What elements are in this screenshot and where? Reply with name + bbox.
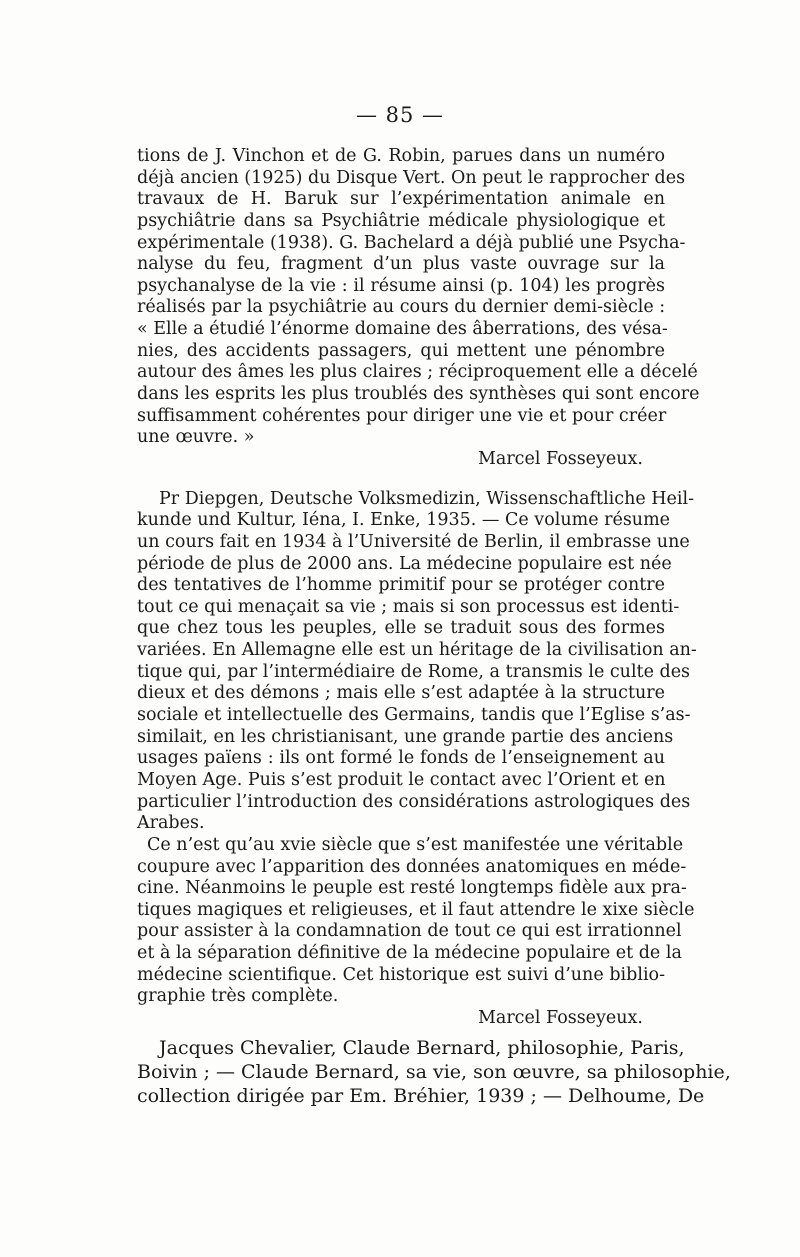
text-line: coupure avec l’apparition des données anatomiques en méde- [137,856,687,877]
text-line: particulier l’introduction des considérations astrologiques des [137,791,691,812]
text-line: Moyen Age. Puis s’est produit le contact avec l’Orient et en [137,769,666,790]
reviewer-signature: Marcel Fosseyeux. [477,448,643,469]
text-line: travaux de H. Baruk sur l’expérimentation animale en [137,189,665,210]
text-line: Ce n’est qu’au xvie siècle que s’est manifestée une véritable [147,834,684,855]
text-line: sociale et intellectuelle des Germains, tandis que l’Eglise s’as- [137,705,691,726]
body-text [137,146,731,1108]
review-diepgen [137,488,697,1030]
text-line: médecine scientifique. Cet historique est suivi d’une biblio- [137,964,665,985]
text-line: un cours fait en 1934 à l’Université de Berlin, il embrasse une [137,531,690,552]
review-vinchon-robin [137,146,700,471]
text-line: cine. Néanmoins le peuple est resté longtemps fidèle aux pra- [137,878,687,899]
text-line: tiques magiques et religieuses, et il faut attendre le xixe siècle [137,899,695,920]
text-line: dieux et des démons ; mais elle s’est adaptée à la structure [137,683,665,704]
text-line: usages païens : ils ont formé le fonds de l’enseignement au [137,748,665,769]
reviewer-signature: Marcel Fosseyeux. [477,1007,643,1028]
text-line: tions de J. Vinchon et de G. Robin, parues dans un numéro [137,146,665,166]
page-number: — 85 — [355,103,445,127]
text-line: expérimentale (1938). G. Bachelard a déjà publié une Psycha- [137,232,686,253]
text-line: pour assister à la condamnation de tout ce qui est irrationnel [137,921,682,942]
text-line: tout ce qui menaçait sa vie ; mais si son processus est identi- [137,596,680,617]
text-line: variées. En Allemagne elle est un héritage de la civilisation an- [137,640,697,661]
text-line: Pr Diepgen, Deutsche Volksmedizin, Wissenschaftliche Heil- [159,488,694,509]
review-chevalier [137,1036,731,1108]
text-line: période de plus de 2000 ans. La médecine populaire est née [137,553,672,574]
text-line: autour des âmes les plus claires ; réciproquement elle a décelé [137,362,698,383]
text-line: dans les esprits les plus troublés des synthèses qui sont encore [137,384,700,405]
text-line: psychiâtrie dans sa Psychiâtrie médicale physiologique et [137,210,665,231]
text-line: nalyse du feu, fragment d’un plus vaste ouvrage sur la [137,254,665,275]
text-line: Arabes. [137,813,205,834]
text-line: graphie très complète. [137,986,339,1007]
text-line: similait, en les christianisant, une grande partie des anciens [137,726,674,747]
text-line: des tentatives de l’homme primitif pour se protéger contre [137,575,665,596]
text-line: collection dirigée par Em. Bréhier, 1939 ; — Delhoume, De [137,1084,705,1107]
text-line: suffisamment cohérentes pour diriger une vie et pour créer [137,405,667,426]
paragraph-gap [137,471,665,489]
text-line: déjà ancien (1925) du Disque Vert. On peut le rapprocher des [137,167,686,188]
text-line: tique qui, par l’intermédiaire de Rome, a transmis le culte des [137,661,691,682]
text-line: « Elle a étudié l’énorme domaine des âberrations, des vésa- [137,319,668,340]
text-line: Boivin ; — Claude Bernard, sa vie, son œuvre, sa philosophie, [137,1060,731,1083]
text-line: que chez tous les peuples, elle se traduit sous des formes [137,618,665,639]
text-line: Jacques Chevalier, Claude Bernard, philosophie, Paris, [159,1036,685,1059]
text-line: kunde und Kultur, Iéna, I. Enke, 1935. — Ce volume résume [137,510,671,531]
text-line: nies, des accidents passagers, qui mettent une pénombre [137,340,665,361]
text-line: et à la séparation définitive de la médecine populaire et de la [137,943,682,964]
text-line: une œuvre. » [137,427,255,448]
text-line: psychanalyse de la vie : il résume ainsi (p. 104) les progrès [137,275,665,296]
text-line: réalisés par la psychiâtrie au cours du dernier demi-siècle : [137,297,666,318]
